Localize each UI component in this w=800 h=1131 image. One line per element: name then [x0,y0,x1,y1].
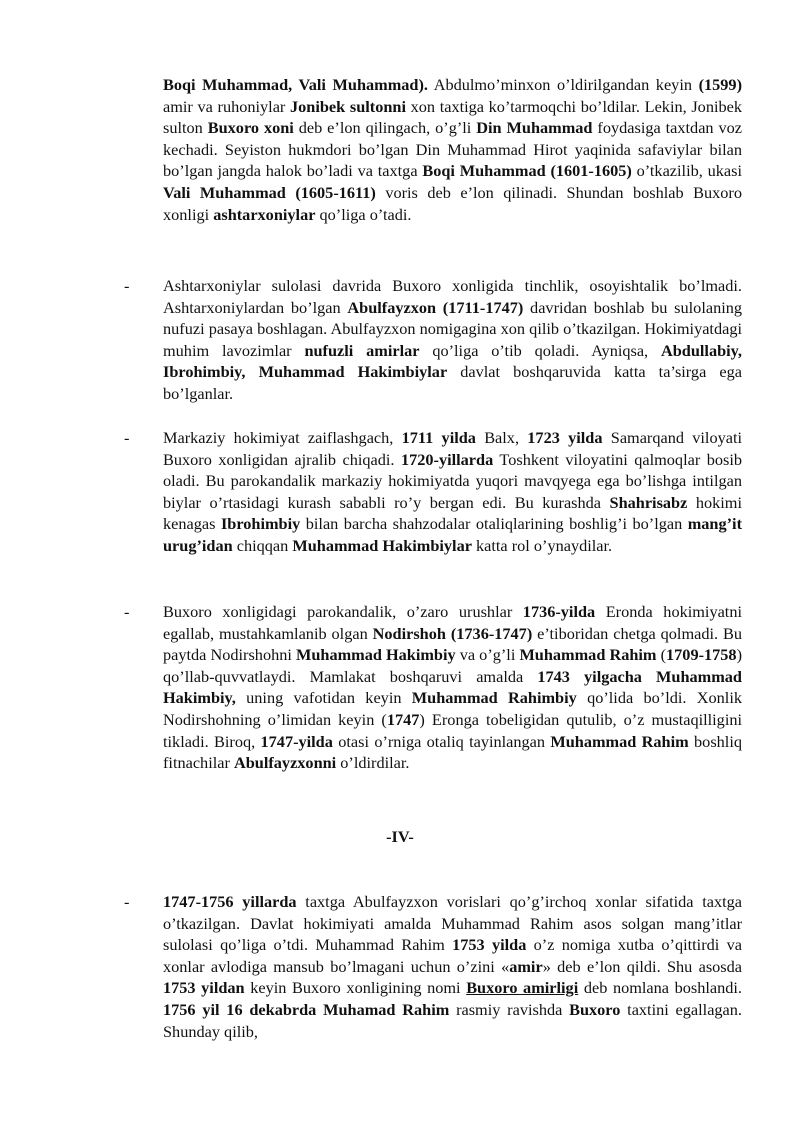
text-run: Abdulmo’minxon o’ldirilgandan keyin [427,75,699,94]
text-run: o’tkazilib, ukasi [631,161,742,181]
text-run: otasi o’rniga otaliq tayinlangan [332,731,551,751]
text-run: davridan boshlab bu sulolaning nufuzi pasaya boshlagan. Abulfayzxon nomigagina xon qilib o’tkazilgan. Hokimiyatdagi muhim lavozimlar [163,297,743,360]
text-run: ( [656,645,667,665]
bold-run: Muhammad Hakimbiylar [292,535,472,555]
text-run: voris deb e’lon qilinadi. Shundan boshlab Buxoro xonligi [163,182,742,224]
bold-run: Jonibek sultonni [290,96,406,116]
section-heading: -IV- [386,827,414,846]
text-run: katta rol o’ynaydilar. [471,535,613,555]
bold-run: Buxoro [569,999,621,1019]
bold-run: Nodirshoh (1736-1747) [372,623,533,643]
text-run: Samarqand viloyati Buxoro xonligidan ajralib chiqadi. [163,428,743,469]
text-run: hokimi kenagas [163,492,742,534]
bold-run: Ibrohimbiy [220,514,301,534]
text-run: boshliq fitnachilar [163,731,742,773]
text-run: qo’lida bo’ldi. Xonlik Nodirshohning o’limidan keyin ( [163,688,742,729]
bullet-dash: - [124,602,130,621]
bold-run: Shahrisabz [609,492,688,512]
bold-run: 1711 yilda [401,428,476,447]
paragraph-nodirshoh [163,601,742,774]
text-run: xon taxtiga ko’tarmoqchi bo’ldilar. Lekin, Jonibek sulton [163,96,742,138]
bold-run: 1753 yilda [452,935,527,955]
bold-run: 1756 yil 16 dekabrda Muhamad Rahim [163,999,450,1019]
bullet-dash: - [124,428,130,447]
text-run: deb nomlana boshlandi. [578,978,742,998]
bold-run: 1720-yillarda [400,449,494,469]
text-run: amir va ruhoniylar [163,96,290,116]
text-run: foydasiga taxtdan voz kechadi. Seyiston hukmdori bo’lgan Din Muhammad Hirot yaqinida safaviylar bilan bo’lgan jangda halok bo’ladi va taxtga [163,118,743,181]
text-run: deb e’lon qilingach, o’g’li [293,118,477,138]
bold-run: Boqi Muhammad (1601-1605) [422,161,632,181]
bold-run: 1747-yilda [260,731,333,751]
bold-run: Muhammad Rahimbiy [411,688,577,708]
text-run: rasmiy ravishda [449,999,570,1019]
bold-run: Buxoro amirligi [466,978,579,998]
bold-run: Abdullabiy, Ibrohimbiy, Muhammad Hakimbiylar [163,340,742,382]
bold-run: 1747-1756 yillarda [163,892,297,911]
text-run: o’z nomiga xutba o’qittirdi va xonlar avlodiga mansub bo’lmagani uchun o’zini « [163,935,742,976]
bold-run: ashtarxoniylar [213,204,316,224]
text-run: taxtga Abulfayzxon vorislari qo’g’irchoq xonlar sifatida taxtga o’tkazilgan. Davlat hokimiyati amalda Muhammad Rahim asos solgan mang’itlar sulolasi qo’liga o’tdi. Muhammad Rahim [163,892,742,955]
text-run: ) qo’llab-quvvatlaydi. Mamlakat boshqaruvi amalda [163,645,742,686]
paragraph-ashtarxoniylar [163,275,742,405]
bold-run: 1747 [386,709,420,729]
bold-run: 1736-yilda [522,602,596,621]
bold-run: amir [509,956,543,976]
paragraph-markaziy-hokimiyat [163,427,742,557]
bold-run: Vali Muhammad (1605-1611) [163,182,376,202]
text-run: Balx, [475,428,528,447]
bold-run: Abulfayzxonni [233,753,337,773]
underlined-run [466,978,578,997]
text-run: Buxoro xonligidagi parokandalik, o’zaro urushlar [163,602,523,621]
bold-run: (1599) [698,75,742,94]
paragraph-continuation [163,74,742,225]
bold-run: Muhammad Hakimbiy [295,645,456,665]
bold-run: 1753 yildan [163,978,245,998]
bold-run: Abulfayzxon (1711-1747) [347,297,524,317]
text-run: qo’liga o’tadi. [315,204,412,224]
text-run: » deb e’lon qildi. Shu asosda [542,956,743,976]
bold-run: Din Muhammad [476,118,593,138]
text-run: Eronda hokimiyatni egallab, mustahkamlanib olgan [163,602,742,643]
bold-run: nufuzli amirlar [304,340,420,360]
text-run: taxtini egallagan. Shunday qilib, [163,999,742,1041]
paragraph-mangitlar [163,891,742,1042]
text-run: davlat boshqaruvida katta ta’sirga ega bo’lganlar. [163,362,742,403]
bold-run: Boqi Muhammad, Vali Muhammad). [163,75,428,94]
text-run: bilan barcha shahzodalar otaliqlarining boshlig’i bo’lgan [300,514,688,534]
bold-run: 1723 yilda [527,428,603,447]
text-run: ) Eronga tobeligidan qutulib, o’z mustaqilligini tikladi. Biroq, [163,709,743,751]
bullet-dash: - [124,276,130,295]
bold-run: 1709-1758 [666,645,737,665]
text-run: Markaziy hokimiyat zaiflashgach, [163,428,402,447]
bold-run: mang’it urug’idan [163,514,742,555]
bold-run: Muhammad Rahim [550,731,689,751]
bold-run: 1743 yilgacha Muhammad Hakimbiy, [163,666,742,708]
text-run: va o’g’li [455,645,520,665]
bold-run: Buxoro xoni [207,118,294,138]
text-run: Ashtarxoniylar sulolasi davrida Buxoro xonligida tinchlik, osoyishtalik bo’lmadi. Ashtarxoniylardan bo’lgan [163,276,742,317]
bold-run: Muhammad Rahim [519,645,657,665]
text-run: qo’liga o’tib qoladi. Ayniqsa, [419,340,661,360]
text-run: chiqqan [232,535,293,555]
text-run: uning vafotidan keyin [235,688,412,708]
text-run: keyin Buxoro xonligining nomi [244,978,467,998]
text-run: e’tiboridan chetga qolmadi. Bu paytda Nodirshohni [163,623,742,665]
text-run: o’ldirdilar. [336,753,410,773]
bullet-dash: - [124,892,130,911]
text-run: Toshkent viloyatini qalmoqlar bosib oladi. Bu parokandalik markaziy hokimiyatda yuqori mavqyega ega bo’lishga intilgan biylar o’rtasidagi kurash sababli ro’y bergan edi. Bu kurashda [163,449,742,512]
